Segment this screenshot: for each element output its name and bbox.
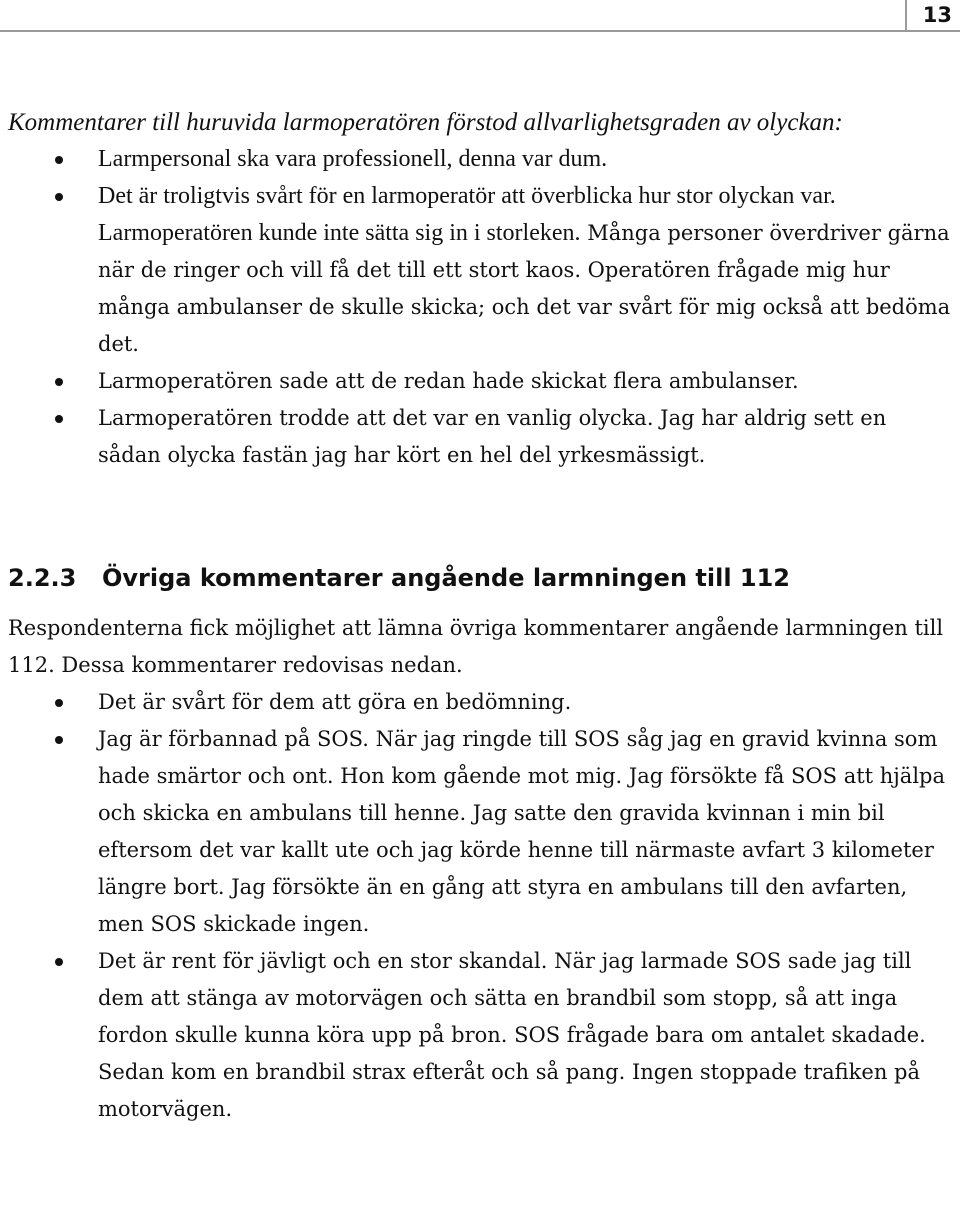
bullet-icon: [55, 193, 63, 201]
section-heading: [8, 560, 953, 596]
section-number: 2.2.3: [8, 564, 77, 592]
list-item-text: Jag är förbannad på SOS. När jag ringde till SOS såg jag en gravid kvinna som hade smärtor och ont. Hon kom gående mot mig. Jag försökte få SOS att hjälpa och skicka en ambulans till henne. Jag satte den gravida kvinnan i min bil eftersom det var kallt ute och jag körde henne till närmaste avfart 3 kilometer längre bort. Jag försökte än en gång att styra en ambulans till den avfarten, men SOS skickade ingen.: [98, 727, 946, 936]
list-item-text: Larmoperatören trodde att det var en vanlig olycka. Jag har aldrig sett en sådan olycka fastän jag har kört en hel del yrkesmässigt.: [98, 406, 887, 467]
list-item-text: Larmoperatören sade att de redan hade skickat flera ambulanser.: [98, 369, 799, 393]
list-item-text: Larmpersonal ska vara professionell, denna var dum.: [98, 146, 608, 172]
list-item: [8, 721, 953, 943]
document-body: [8, 104, 953, 1128]
page-number: 13: [922, 3, 952, 27]
section-title: Övriga kommentarer angående larmningen till 112: [102, 564, 790, 592]
bullet-icon: [55, 156, 63, 164]
page-header: [0, 0, 960, 32]
list-item: [8, 943, 953, 1128]
section-paragraph: Respondenterna fick möjlighet att lämna övriga kommentarer angående larmningen till 112. Dessa kommentarer redovisas nedan.: [8, 616, 944, 677]
bullet-icon: [55, 699, 63, 707]
bullet-icon: [55, 378, 63, 386]
list-item-text-continued: Många personer överdriver gärna när de ringer och vill få det till ett stort kaos. Operatören frågade mig hur många ambulanser de skulle skicka; och det var svårt för mig också att bedöma det.: [98, 221, 951, 356]
list-item-text: Det är rent för jävligt och en stor skandal. När jag larmade SOS sade jag till dem att stänga av motorvägen och sätta en brandbil som stopp, så att inga fordon skulle kunna köra upp på bron. SOS frågade bara om antalet skadade. Sedan kom en brandbil strax efteråt och så pang. Ingen stoppade trafiken på motorvägen.: [98, 949, 926, 1121]
list-item: [8, 684, 953, 721]
list-item: [8, 363, 953, 400]
bullet-icon: [55, 958, 63, 966]
list-item: [8, 400, 953, 474]
header-divider: [905, 0, 907, 30]
list-item-text: Det är svårt för dem att göra en bedömning.: [98, 690, 572, 714]
comments-list-severity: [8, 141, 953, 474]
comments-list-other: [8, 684, 953, 1128]
bullet-icon: [55, 736, 63, 744]
intro-text: Kommentarer till huruvida larmoperatören förstod allvarlighetsgraden av olyckan:: [8, 109, 843, 136]
list-item-text: Det är troligtvis svårt för en larmoperatör att överblicka hur stor olyckan var. Larmoperatören kunde inte sätta sig in i storleken.: [98, 183, 836, 246]
list-item: [8, 141, 953, 178]
bullet-icon: [55, 415, 63, 423]
list-item: [8, 178, 953, 363]
